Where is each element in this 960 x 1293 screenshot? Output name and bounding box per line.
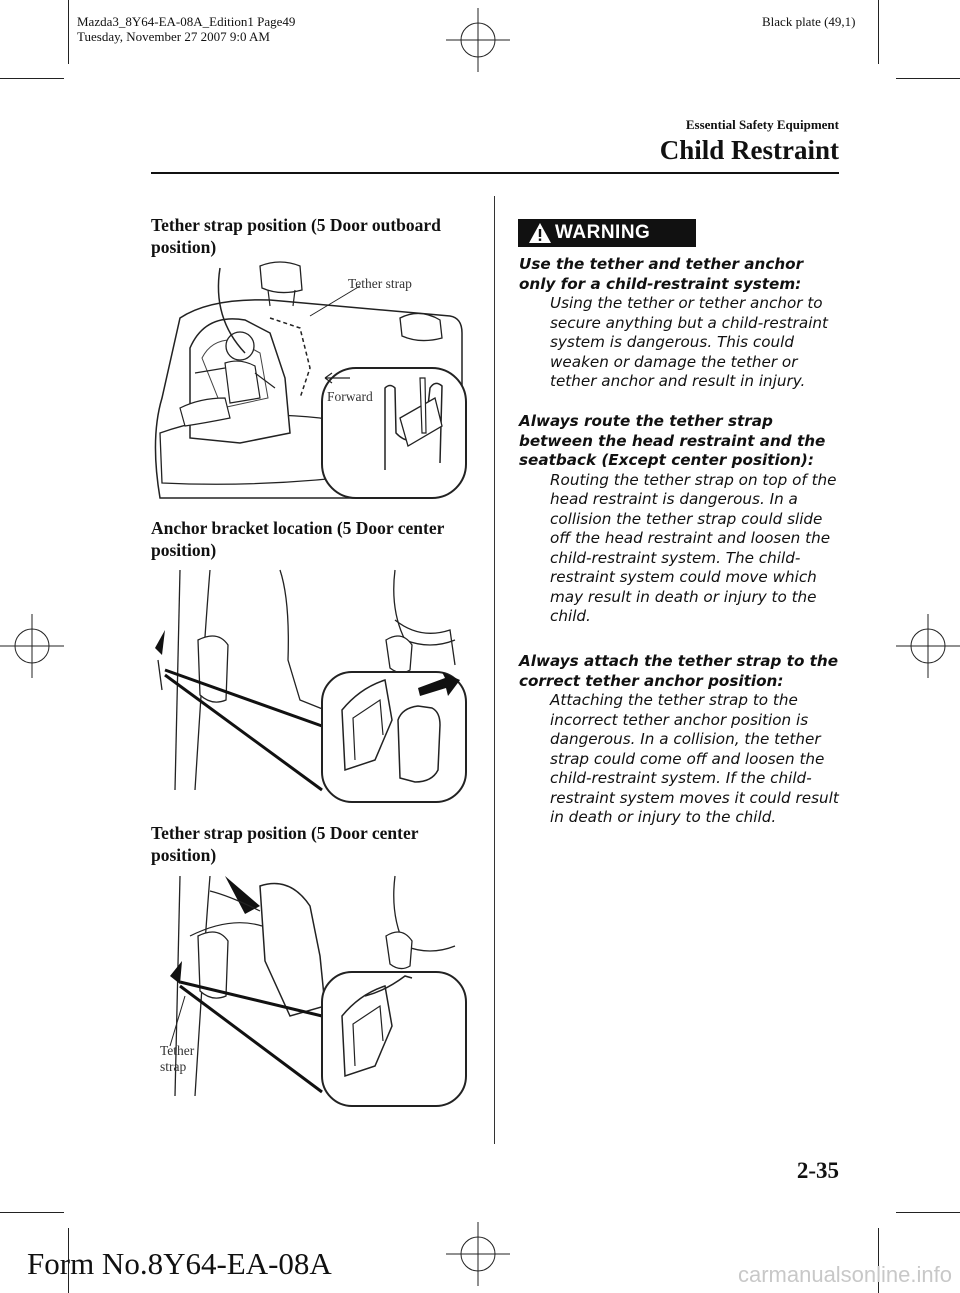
label-tether-line-1: Tether (160, 1043, 195, 1058)
warning-icon (528, 222, 552, 244)
crop-mark (0, 78, 64, 79)
figure-caption-2: Anchor bracket location (5 Door center position) (151, 518, 445, 560)
section-subtitle: Essential Safety Equipment (685, 117, 839, 132)
registration-mark-icon (446, 1222, 510, 1286)
registration-mark-icon (896, 614, 960, 678)
figure-tether-outboard (150, 258, 470, 500)
section-title: Child Restraint (659, 135, 839, 165)
registration-mark-icon (0, 614, 64, 678)
crop-mark (878, 0, 879, 64)
crop-mark (896, 78, 960, 79)
print-meta-line-2: Tuesday, November 27 2007 9:0 AM (77, 29, 270, 44)
label-tether-line-2: strap (160, 1059, 187, 1074)
warning-item-1 (519, 255, 841, 392)
page-number: 2-35 (796, 1158, 839, 1183)
print-meta (77, 14, 295, 44)
registration-mark-icon (446, 8, 510, 72)
warning-heading: Always attach the tether strap to the correct tether anchor position: (519, 652, 839, 690)
label-tether-strap: Tether strap (348, 276, 412, 291)
warning-heading: Always route the tether strap between the head restraint and the seatback (Except center position): (519, 412, 826, 469)
label-forward: Forward (327, 389, 373, 404)
crop-mark (68, 0, 69, 64)
figure-anchor-center (150, 560, 470, 806)
warning-banner (518, 219, 696, 247)
crop-mark (896, 1212, 960, 1213)
print-meta-line-1: Mazda3_8Y64-EA-08A_Edition1 Page49 (77, 14, 296, 29)
warning-item-2 (519, 412, 841, 627)
figure-tether-center (150, 866, 470, 1110)
warning-body: Routing the tether strap on top of the head restraint is dangerous. In a collision the tether strap could slide off the head restraint and loosen the child-restraint system. The child-restraint system could move which may result in death or injury to the child. (550, 470, 837, 625)
warning-label: WARNING (555, 222, 651, 243)
warning-item-3 (519, 652, 841, 828)
column-divider (494, 196, 495, 1144)
crop-mark (0, 1212, 64, 1213)
warning-body: Using the tether or tether anchor to secure anything but a child-restraint system is dangerous. This could weaken or damage the tether or tether anchor and result in injury. (550, 294, 828, 390)
header-rule (151, 172, 839, 174)
figure-caption-3: Tether strap position (5 Door center position) (151, 823, 419, 865)
watermark: carmanualsonline.info (737, 1262, 952, 1287)
warning-body: Attaching the tether strap to the incorrect tether anchor position is dangerous. In a collision, the tether strap could come off and loosen the child-restraint system. If the child-restraint system moves it could result in death or injury to the child. (550, 691, 839, 826)
figure-caption-1: Tether strap position (5 Door outboard position) (151, 215, 441, 257)
plate-label: Black plate (49,1) (762, 14, 856, 29)
warning-heading: Use the tether and tether anchor only for a child-restraint system: (519, 255, 804, 293)
form-number: Form No.8Y64-EA-08A (27, 1246, 332, 1281)
label-tether-strap-center (160, 1043, 194, 1075)
